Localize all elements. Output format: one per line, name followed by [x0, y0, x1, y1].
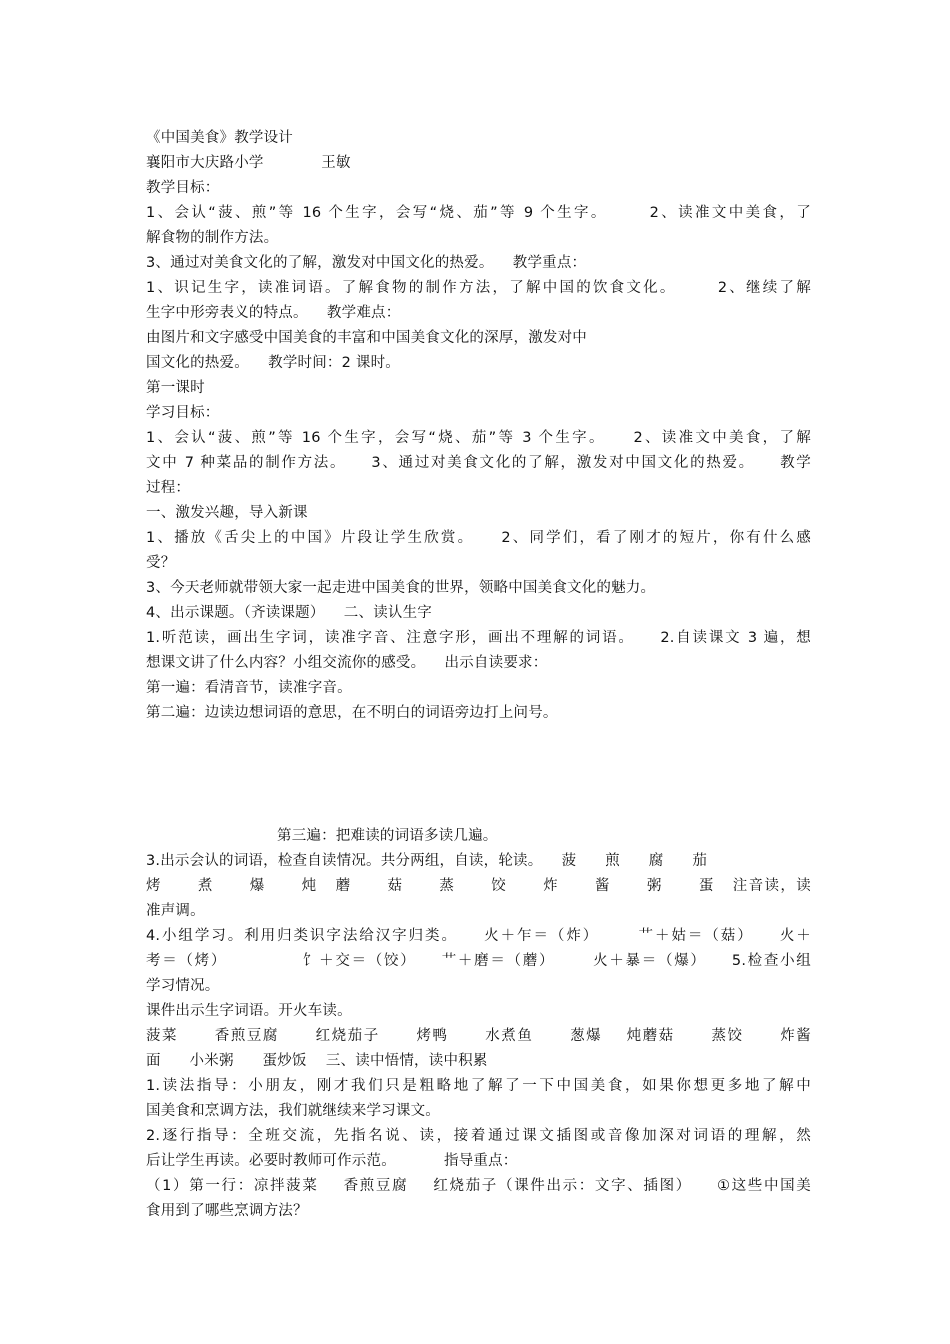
text-line: 生字中形旁表义的特点。 教学难点：	[146, 305, 401, 321]
text-line: 2.逐行指导：全班交流，先指名说、读，接着通过课文插图或音像加深对词语的理解，然	[146, 1128, 811, 1144]
text-line: 烤 煮 爆 炖 蘑 菇 蒸 饺 炸 酱 粥 蛋 注音读，读	[146, 878, 811, 894]
text-line: 1、会认“菠、煎”等 16 个生字，会写“烧、茄”等 3 个生字。 2、读准文中美食，了解	[146, 430, 811, 446]
text-line: 1.读法指导：小朋友，刚才我们只是粗略地了解了一下中国美食，如果你想更多地了解中	[146, 1078, 811, 1094]
author-line: 襄阳市大庆路小学 王敏	[146, 155, 351, 171]
text-line: 1、识记生字，读准词语。了解食物的制作方法，了解中国的饮食文化。 2、继续了解	[146, 280, 811, 296]
text-line: 国文化的热爱。 教学时间：2 课时。	[146, 355, 400, 371]
text-line: 想课文讲了什么内容？小组交流你的感受。 出示自读要求：	[146, 655, 548, 671]
text-line: 第二遍：边读边想词语的意思，在不明白的词语旁边打上问号。	[146, 705, 558, 721]
text-line: 学习情况。	[146, 978, 220, 994]
text-line: 国美食和烹调方法，我们就继续来学习课文。	[146, 1103, 440, 1119]
text-line: 由图片和文字感受中国美食的丰富和中国美食文化的深厚，激发对中	[146, 330, 587, 346]
text-line: 4、出示课题。（齐读课题） 二、读认生字	[146, 605, 433, 621]
text-line: 3、今天老师就带领大家一起走进中国美食的世界，领略中国美食文化的魅力。	[146, 580, 656, 596]
text-line: 食用到了哪些烹调方法？	[146, 1203, 308, 1219]
text-line: 1.听范读，画出生字词，读准字音、注意字形，画出不理解的词语。 2.自读课文 3 遍，想	[146, 630, 811, 646]
section-heading: 教学目标：	[146, 180, 220, 196]
text-line: 第一遍：看清音节，读准字音。	[146, 680, 352, 696]
section-heading: 学习目标：	[146, 405, 220, 421]
section-heading: 一、激发兴趣，导入新课	[146, 505, 308, 521]
doc-title: 《中国美食》教学设计	[146, 130, 293, 146]
text-line: （1）第一行：凉拌菠菜 香煎豆腐 红烧茄子（课件出示：文字、插图） ①这些中国美	[146, 1178, 811, 1194]
text-line: 菠菜 香煎豆腐 红烧茄子 烤鸭 水煮鱼 葱爆 炖蘑菇 蒸饺 炸酱	[146, 1028, 811, 1044]
text-line: 面 小米粥 蛋炒饭 三、读中悟情，读中积累	[146, 1053, 488, 1069]
text-line: 1、会认“菠、煎”等 16 个生字，会写“烧、茄”等 9 个生字。 2、读准文中美食，了	[146, 205, 811, 221]
text-line: 文中 7 种菜品的制作方法。 3、通过对美食文化的了解，激发对中国文化的热爱。 教学	[146, 455, 811, 471]
text-line: 1、播放《舌尖上的中国》片段让学生欣赏。 2、同学们，看了刚才的短片，你有什么感	[146, 530, 811, 546]
text-line: 解食物的制作方法。	[146, 230, 279, 246]
text-line: 第三遍：把难读的词语多读几遍。	[277, 828, 498, 844]
text-line: 3、通过对美食文化的了解，激发对中国文化的热爱。 教学重点：	[146, 255, 587, 271]
text-line: 过程：	[146, 480, 191, 496]
section-heading: 第一课时	[146, 380, 205, 396]
text-line: 课件出示生字词语。开火车读。	[146, 1003, 352, 1019]
text-line: 4.小组学习。利用归类识字法给汉字归类。 火＋乍＝（炸） 艹＋姑＝（菇） 火＋	[146, 928, 811, 944]
text-line: 受？	[146, 555, 176, 571]
text-line: 准声调。	[146, 903, 205, 919]
text-line: 3.出示会认的词语，检查自读情况。共分两组，自读，轮读。 菠 煎 腐 茄	[146, 853, 708, 869]
text-line: 后让学生再读。必要时教师可作示范。 指导重点：	[146, 1153, 518, 1169]
text-line: 考＝（烤） 饣＋交＝（饺） 艹＋磨＝（蘑） 火＋暴＝（爆） 5.检查小组	[146, 953, 811, 969]
